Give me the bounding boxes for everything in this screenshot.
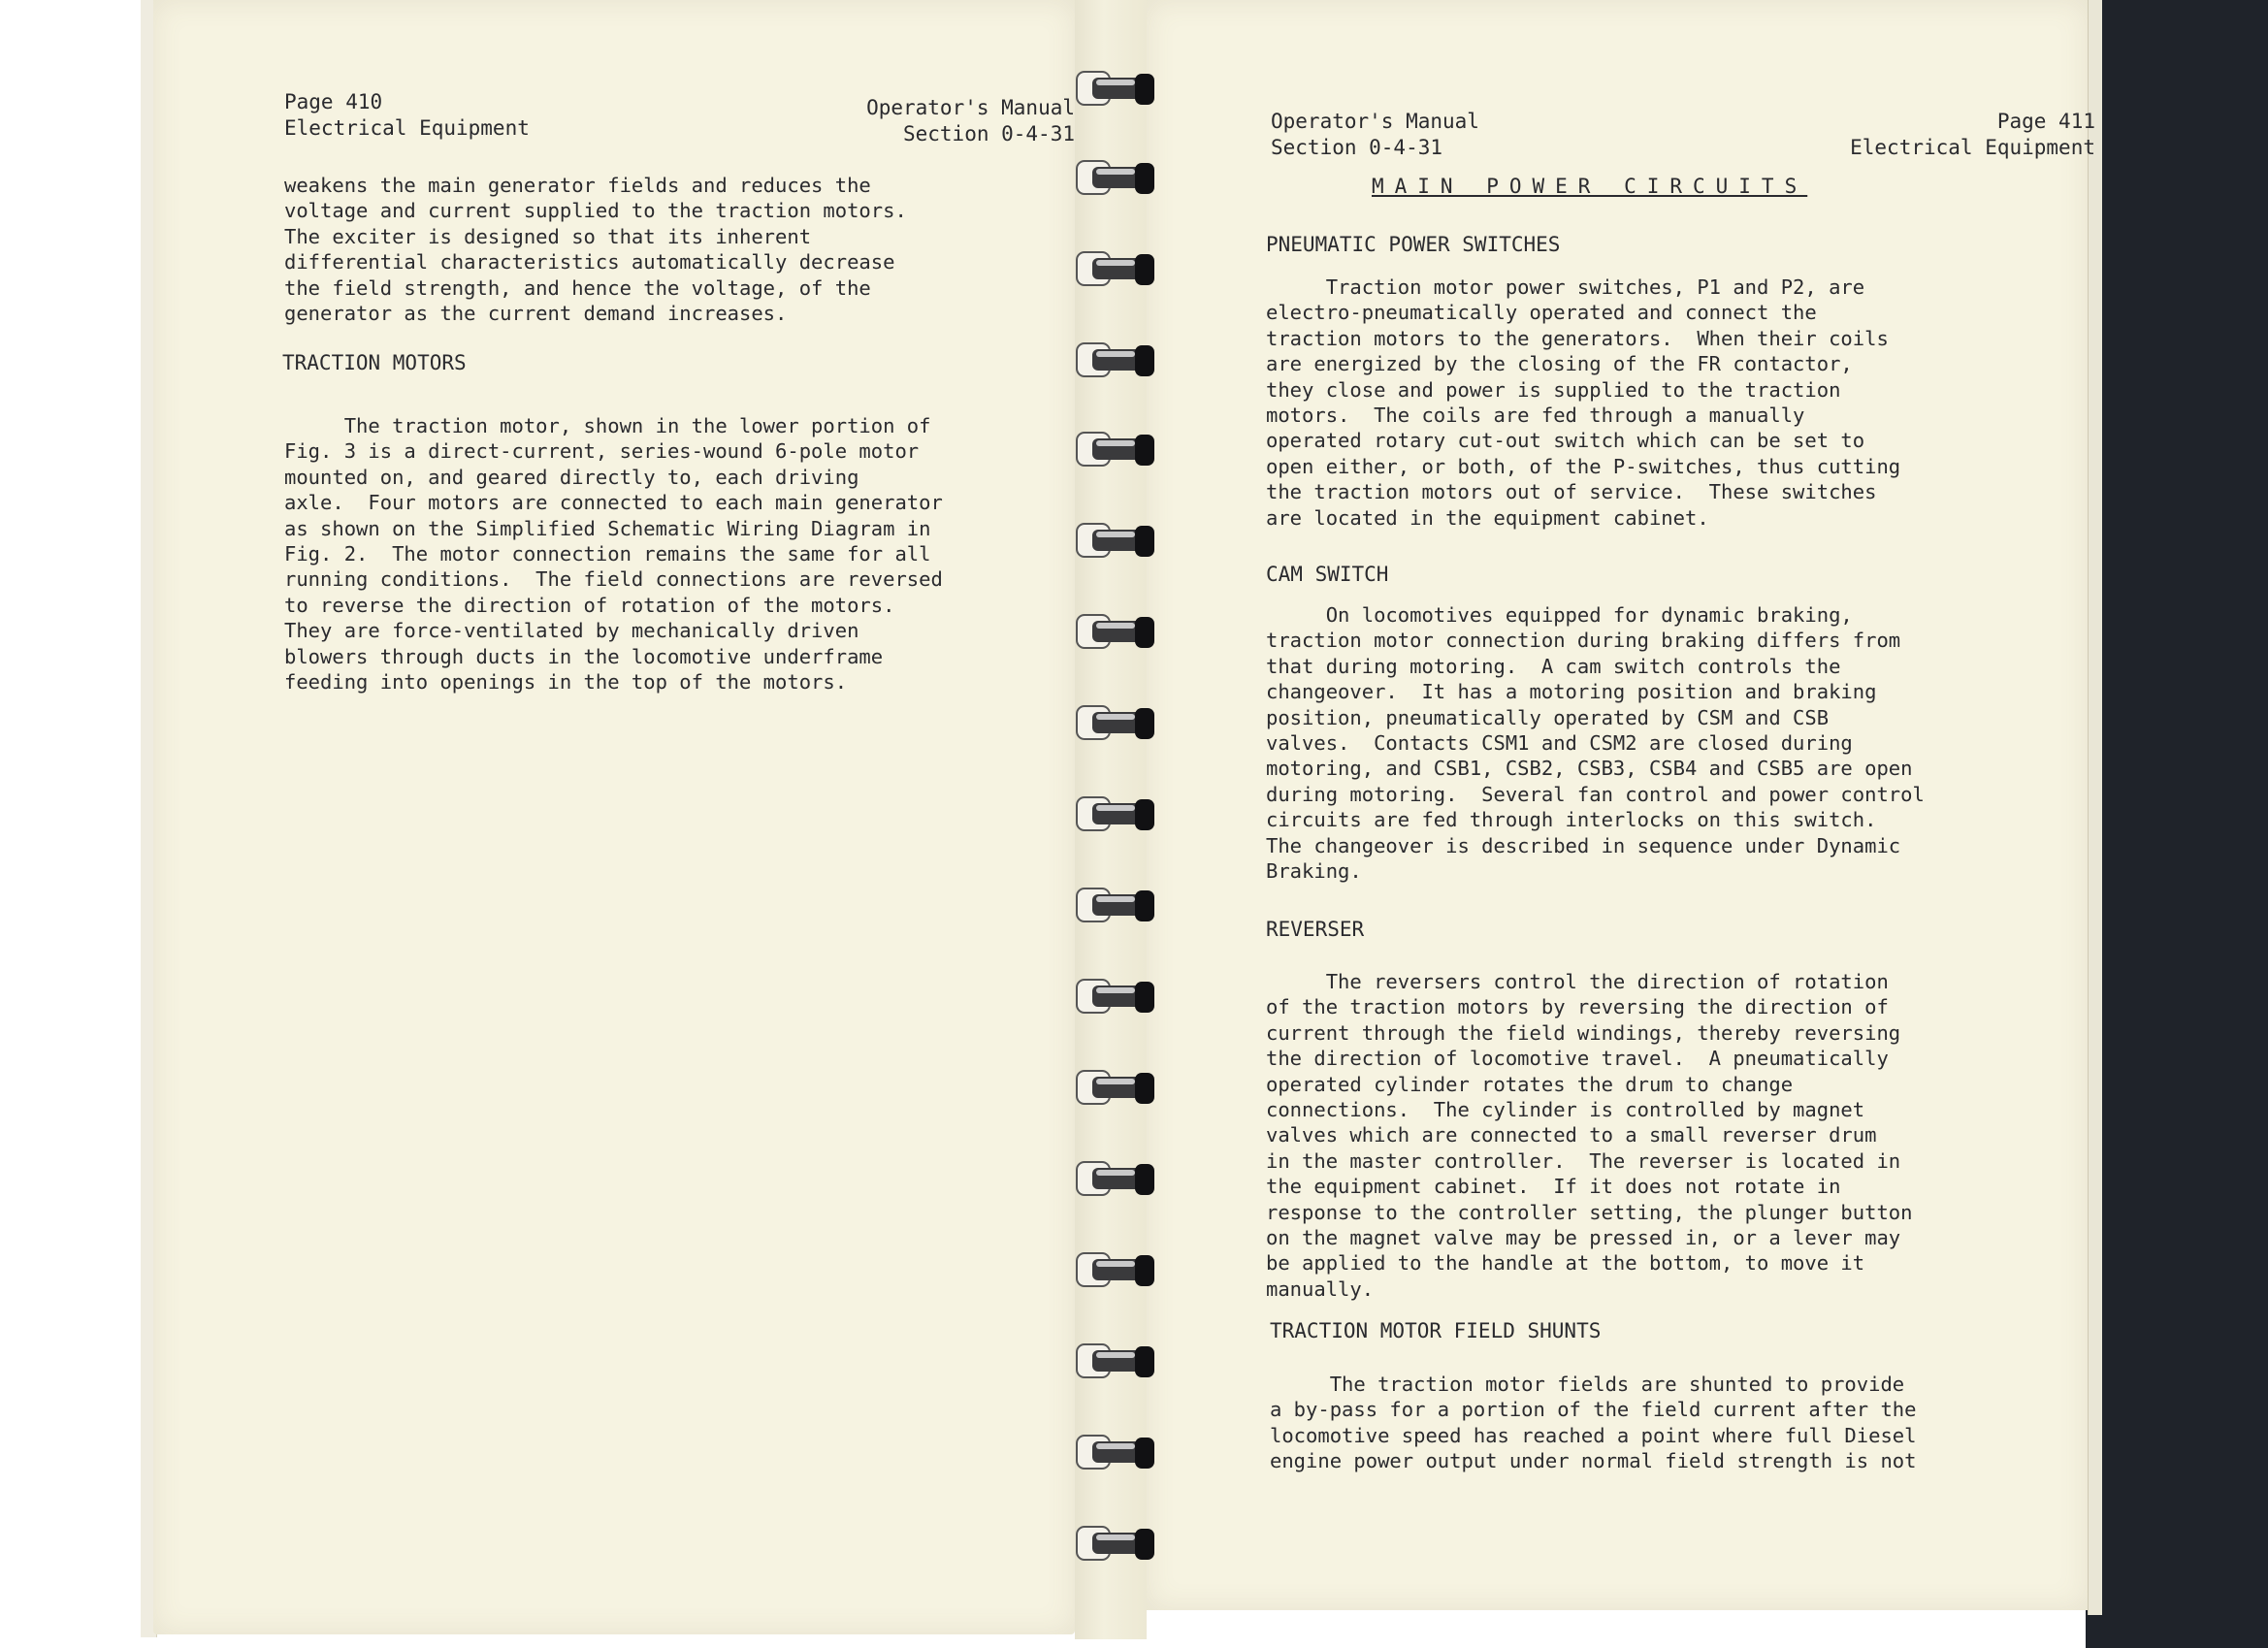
- text-line: operated rotary cut-out switch which can be set to: [1266, 429, 1865, 453]
- text-line: The reversers control the direction of rotation: [1266, 970, 1889, 993]
- pneumatic-switches-paragraph: [1266, 275, 1900, 531]
- binding-ring: [1075, 1247, 1172, 1292]
- text-line: during motoring. Several fan control and power control: [1266, 782, 1925, 806]
- text-line: are energized by the closing of the FR contactor,: [1266, 352, 1853, 376]
- pneumatic-switches-heading: PNEUMATIC POWER SWITCHES: [1266, 233, 1561, 256]
- binding-ring: [1075, 883, 1172, 927]
- text-line: that during motoring. A cam switch controls the: [1266, 654, 1841, 678]
- text-line: generator as the current demand increases.: [284, 302, 788, 326]
- text-line: manually.: [1266, 1276, 1375, 1301]
- left-page: [153, 0, 1075, 1634]
- text-line: The changeover is described in sequence under Dynamic: [1266, 833, 1901, 857]
- right-page-number: Page 411: [1996, 110, 2095, 133]
- text-line: valves which are connected to a small reverser drum: [1266, 1123, 1877, 1147]
- text-line: electro-pneumatically operated and connect the: [1266, 301, 1817, 325]
- text-line: engine power output under normal field strength is not: [1270, 1449, 1917, 1473]
- text-line: of the traction motors by reversing the direction of: [1266, 995, 1889, 1019]
- text-line: running conditions. The field connections are reversed: [284, 567, 943, 592]
- text-line: The exciter is designed so that its inherent: [284, 224, 812, 248]
- text-line: weakens the main generator fields and reduces the: [284, 174, 871, 197]
- text-line: The traction motor, shown in the lower portion of: [284, 414, 931, 437]
- text-line: On locomotives equipped for dynamic braking,: [1266, 603, 1853, 627]
- text-line: they close and power is supplied to the traction: [1266, 377, 1841, 402]
- text-line: operated cylinder rotates the drum to change: [1266, 1072, 1794, 1096]
- binding-ring: [1075, 700, 1172, 745]
- field-shunts-paragraph: [1270, 1372, 1916, 1474]
- text-line: motoring, and CSB1, CSB2, CSB3, CSB4 and CSB5 are open: [1266, 757, 1913, 781]
- text-line: Traction motor power switches, P1 and P2, are: [1266, 275, 1865, 299]
- book-cover: [2086, 0, 2268, 1648]
- text-line: locomotive speed has reached a point where full Diesel: [1270, 1423, 1917, 1447]
- text-line: traction motor connection during braking differs from: [1266, 629, 1901, 653]
- text-line: Fig. 2. The motor connection remains the same for all: [284, 542, 931, 566]
- text-line: blowers through ducts in the locomotive underframe: [284, 644, 884, 668]
- binding-ring: [1075, 246, 1172, 291]
- binding-ring: [1075, 792, 1172, 836]
- text-line: are located in the equipment cabinet.: [1266, 505, 1709, 530]
- text-line: be applied to the handle at the bottom, to move it: [1266, 1251, 1865, 1276]
- text-line: motors. The coils are fed through a manually: [1266, 404, 1805, 428]
- text-line: a by-pass for a portion of the field current after the: [1270, 1398, 1917, 1422]
- binding-ring: [1075, 1339, 1172, 1383]
- cam-switch-heading: CAM SWITCH: [1266, 563, 1389, 586]
- text-line: circuits are fed through interlocks on this switch.: [1266, 808, 1877, 832]
- text-line: Fig. 3 is a direct-current, series-wound 6-pole motor: [284, 439, 920, 464]
- text-line: connections. The cylinder is controlled by magnet: [1266, 1098, 1865, 1122]
- cam-switch-paragraph: [1266, 602, 1925, 884]
- binding-ring: [1075, 1156, 1172, 1201]
- binding-ring: [1075, 518, 1172, 563]
- left-page-number: Page 410: [284, 90, 383, 113]
- text-line: mounted on, and geared directly to, each driving: [284, 465, 859, 489]
- traction-motors-heading: TRACTION MOTORS: [282, 351, 467, 374]
- reverser-paragraph: [1266, 969, 1912, 1302]
- text-line: as shown on the Simplified Schematic Wiring Diagram in: [284, 516, 931, 540]
- text-line: to reverse the direction of rotation of the motors.: [284, 593, 895, 617]
- text-line: open either, or both, of the P-switches, thus cutting: [1266, 454, 1901, 478]
- text-line: on the magnet valve may be pressed in, or a lever may: [1266, 1226, 1901, 1250]
- text-line: differential characteristics automatically decrease: [284, 250, 895, 275]
- reverser-heading: REVERSER: [1266, 918, 1365, 941]
- binding-ring: [1075, 974, 1172, 1018]
- text-line: the direction of locomotive travel. A pneumatically: [1266, 1047, 1889, 1071]
- text-line: changeover. It has a motoring position and braking: [1266, 680, 1877, 704]
- right-chapter-title: Electrical Equipment: [1850, 136, 2095, 159]
- binding-ring: [1075, 1065, 1172, 1110]
- left-section-number: Section 0-4-31: [902, 122, 1075, 145]
- left-chapter-title: Electrical Equipment: [284, 116, 530, 140]
- binding-ring: [1075, 66, 1172, 111]
- text-line: position, pneumatically operated by CSM and CSB: [1266, 705, 1830, 729]
- binding-ring: [1075, 609, 1172, 654]
- left-intro-paragraph: [284, 173, 907, 326]
- text-line: the field strength, and hence the voltage, of the: [284, 275, 871, 300]
- text-line: the equipment cabinet. If it does not rotate in: [1266, 1175, 1841, 1199]
- right-page: [1147, 0, 2095, 1610]
- text-line: They are force-ventilated by mechanically driven: [284, 619, 859, 643]
- binding-ring: [1075, 155, 1172, 200]
- text-line: current through the field windings, thereby reversing: [1266, 1020, 1901, 1045]
- right-section-number: Section 0-4-31: [1271, 136, 1443, 159]
- text-line: axle. Four motors are connected to each main generator: [284, 491, 943, 515]
- traction-motors-paragraph: [284, 413, 943, 695]
- text-line: valves. Contacts CSM1 and CSM2 are closed during: [1266, 731, 1853, 756]
- binding-ring: [1075, 1430, 1172, 1474]
- right-page-edges: [2088, 0, 2102, 1615]
- binding-ring: [1075, 338, 1172, 382]
- text-line: traction motors to the generators. When their coils: [1266, 326, 1889, 350]
- field-shunts-heading: TRACTION MOTOR FIELD SHUNTS: [1270, 1319, 1602, 1342]
- text-line: the traction motors out of service. These switches: [1266, 480, 1877, 504]
- text-line: in the master controller. The reverser is located in: [1266, 1148, 1901, 1173]
- binding-ring: [1075, 427, 1172, 471]
- left-manual-title: Operator's Manual: [866, 96, 1075, 119]
- main-power-circuits-title: MAIN POWER CIRCUITS: [1372, 175, 1808, 198]
- text-line: response to the controller setting, the plunger button: [1266, 1200, 1913, 1224]
- text-line: feeding into openings in the top of the motors.: [284, 670, 848, 695]
- right-manual-title: Operator's Manual: [1271, 110, 1479, 133]
- text-line: Braking.: [1266, 859, 1362, 884]
- text-line: voltage and current supplied to the traction motors.: [284, 199, 907, 223]
- binding-ring: [1075, 1521, 1172, 1566]
- text-line: The traction motor fields are shunted to provide: [1270, 1373, 1905, 1396]
